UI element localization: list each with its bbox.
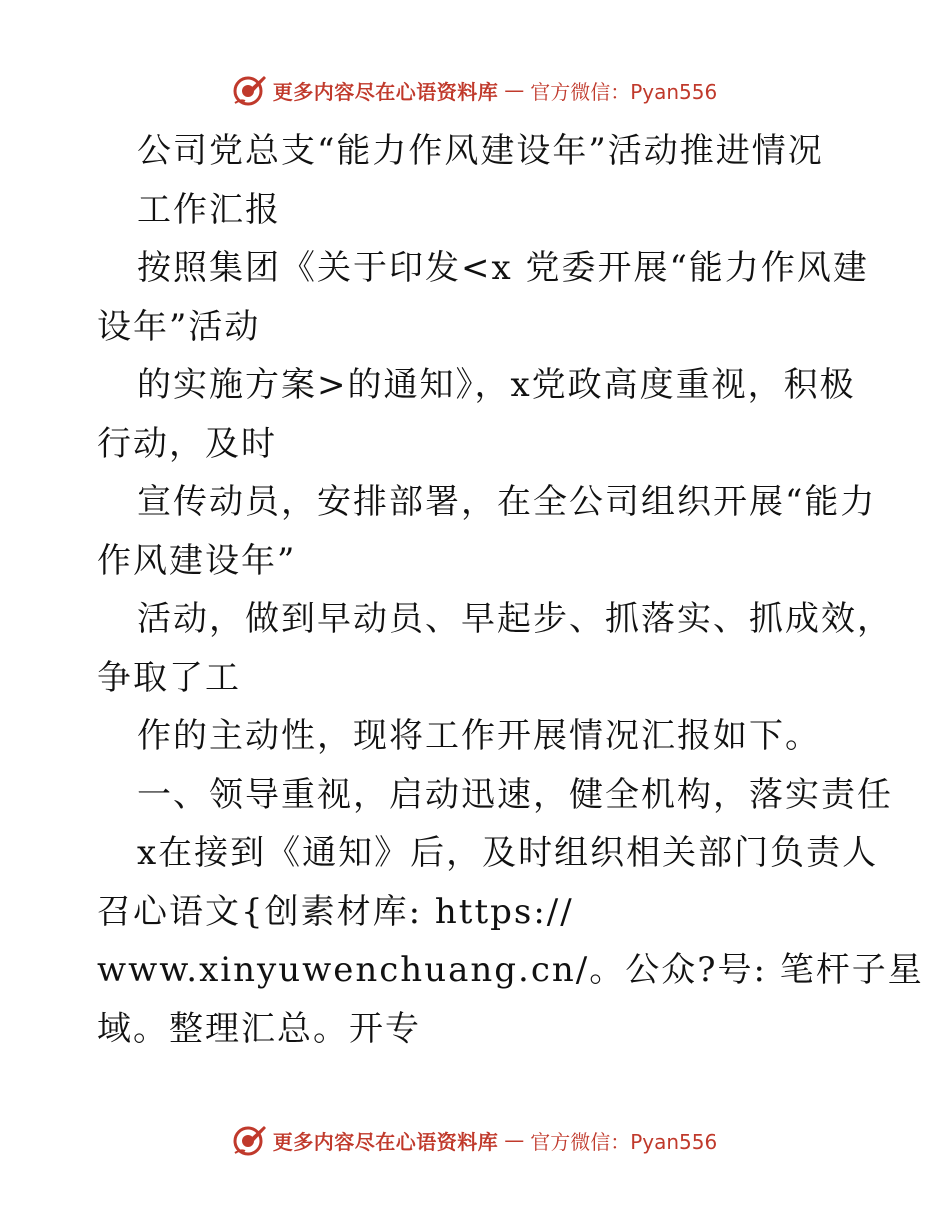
text-line: 按照集团《关于印发<x 党委开展“能力作风建 [137, 248, 869, 288]
text-line: 一、领导重视，启动迅速，健全机构，落实责任 [137, 774, 893, 815]
text-line: 设年”活动 [97, 306, 261, 347]
pen-logo-icon [233, 1123, 267, 1157]
header-banner [0, 70, 950, 110]
text-line: 行动，及时 [97, 423, 277, 464]
text-line: 作风建设年” [97, 540, 297, 581]
text-line: x在接到《通知》后，及时组织相关部门负责人 [137, 833, 879, 873]
text-line: 争取了工 [97, 657, 241, 698]
text-line: 域。整理汇总。开专 [97, 1008, 421, 1049]
text-line: 作的主动性，现将工作开展情况汇报如下。 [137, 716, 821, 756]
footer-banner [0, 1120, 950, 1160]
text-line: www.xinyuwenchuang.cn/。公众?号: 笔杆子星 [97, 950, 924, 990]
text-line: 工作汇报 [137, 189, 281, 230]
banner-separator: — [504, 1128, 525, 1152]
banner-wechat: 官方微信：Pyan556 [530, 1129, 718, 1154]
text-line: 活动，做到早动员、早起步、抓落实、抓成效， [137, 599, 893, 639]
banner-separator: — [504, 78, 525, 102]
pen-logo-icon [233, 73, 267, 107]
banner-text: 更多内容尽在心语资料库 [272, 79, 499, 104]
banner-text: 更多内容尽在心语资料库 [272, 1129, 499, 1154]
text-line: 召心语文{创素材库: https:// [97, 891, 574, 932]
banner-wechat: 官方微信：Pyan556 [530, 79, 718, 104]
text-line: 的实施方案>的通知》，x党政高度重视，积极 [137, 365, 856, 405]
text-line: 宣传动员，安排部署，在全公司组织开展“能力 [137, 482, 877, 522]
text-line: 公司党总支“能力作风建设年”活动推进情况 [137, 131, 824, 171]
document-body [97, 122, 924, 1058]
